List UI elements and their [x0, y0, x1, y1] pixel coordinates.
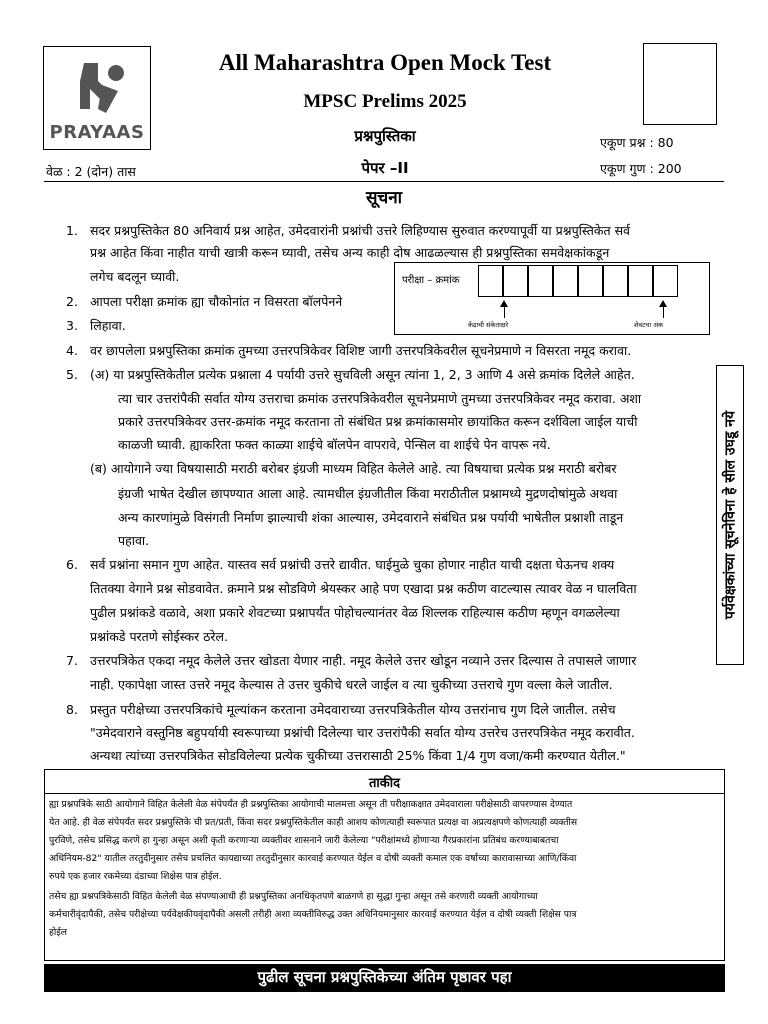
exam-number-cell[interactable]	[578, 265, 603, 297]
item-number: 8.	[66, 702, 78, 717]
item-number: 2.	[66, 294, 78, 309]
total-marks: एकूण गुण : 200	[600, 161, 682, 176]
warning-line: अधिनियम-82" यातील तरतुदीनुसार तसेच प्रचलित कायद्याच्या तरतुदीनुसार कारवाई करण्यात येईल व दोषी व्यक्ती कमाल एक वर्षाच्या कारावासाच्या आणि/किंवा	[49, 853, 577, 864]
warning-divider	[44, 793, 725, 794]
item-line: प्रस्तुत परीक्षेच्या उत्तरपत्रिकांचे मूल्यांकन करताना उमेदवाराच्या उत्तरपत्रिकेतील योग्य उत्तरांनाच गुण दिले जातील. तसेच	[90, 702, 616, 717]
paper-label: पेपर –II	[361, 159, 409, 177]
warning-line: कर्मचारीवृंदापैकी, तसेच परीक्षेच्या पर्यवेक्षकीयवृंदापैकी असली तरीही अशा व्यक्तीविरुद्ध उक्त अधिनियमानुसार कारवाई करण्यात येईल व दोषी व्यक्ती शिक्षेस पात्र	[49, 909, 577, 920]
arrow-line	[663, 306, 664, 318]
item-line: सर्व प्रश्नांना समान गुण आहेत. यास्तव सर्व प्रश्नांची उत्तरे द्यावीत. घाईमुळे चुका होणार नाहीत याची दक्षता घेऊनच शक्य	[90, 557, 615, 572]
item-line: नाही. एकापेक्षा जास्त उत्तरे नमूद केल्यास ते उत्तर चुकीचे धरले जाईल व त्या चुकीच्या उत्तराचे गुण वल्ला केले जातील.	[90, 677, 613, 692]
item-number: 5.	[66, 367, 78, 382]
logo-text: PRAYAAS	[49, 122, 145, 143]
exam-number-cell[interactable]	[603, 265, 628, 297]
photo-box	[643, 43, 717, 125]
logo	[43, 46, 151, 150]
item-number: 7.	[66, 653, 78, 668]
exam-number-cell[interactable]	[503, 265, 528, 297]
warning-line: ह्या प्रश्नपत्रिके साठी आयोगाने विहित केलेली वेळ संपेपर्यंत ही प्रश्नपुस्तिका आयोगाची मालमत्ता असून ती परीक्षाकक्षात उमेदवाराला परीक्षेसाठी वापरण्यास देण्यात	[49, 799, 573, 810]
item-line: काळजी घ्यावी. ह्याकरिता फक्त काळ्या शाईचे बॉलपेन वापरावे, पेन्सिल वा शाईचे पेन वापरू नये.	[118, 437, 551, 452]
item-line: आपला परीक्षा क्रमांक ह्या चौकोनांत न विसरता बॉलपेनने	[90, 294, 343, 309]
booklet-label: प्रश्नपुस्तिका	[354, 127, 416, 145]
center-code-caption: केंद्राची संकेताक्षरे	[468, 321, 509, 329]
exam-number-cell[interactable]	[478, 265, 503, 297]
exam-number-cell[interactable]	[528, 265, 553, 297]
warning-line: होईल	[49, 927, 67, 938]
prayaas-logo-icon	[44, 51, 150, 131]
exam-duration: वेळ : 2 (दोन) तास	[46, 164, 136, 179]
item-line: त्या चार उत्तरांपैकी सर्वात योग्य उत्तराचा क्रमांक उत्तरपत्रिकेवरील सूचनेप्रमाणे तुमच्या उत्तरपत्रिकेवर नमूद करावा. अशा	[118, 391, 642, 406]
page-subtitle: MPSC Prelims 2025	[303, 91, 467, 112]
warning-heading: ताकीद	[368, 776, 401, 791]
warning-line: येत आहे. ही वेळ संपेपर्यंत सदर प्रश्नपुस्तिके ची प्रत/प्रती, किंवा सदर प्रश्नपुस्तिकेतील काही आशय कोणत्याही स्वरूपात प्रत्यक्ष वा अप्रत्यक्षपणे कोणत्याही व्यक्तीस	[49, 817, 578, 828]
item-line: अन्य कारणांमुळे विसंगती निर्माण झाल्याची शंका आल्यास, उमेदवाराने संबंधित प्रश्न पर्यायी भाषेतील प्रश्नाशी ताडून	[118, 510, 624, 525]
item-line: लगेच बदलून घ्यावी.	[90, 269, 180, 284]
item-line: प्रश्नांकडे परतणे सोईस्कर ठरेल.	[90, 629, 228, 644]
item-number: 3.	[66, 318, 78, 333]
total-questions: एकूण प्रश्न : 80	[600, 135, 674, 150]
item-number: 4.	[66, 343, 78, 358]
header-divider	[44, 181, 724, 182]
item-number: 6.	[66, 557, 78, 572]
page-title: All Maharashtra Open Mock Test	[218, 50, 552, 75]
item-line: तितक्या वेगाने प्रश्न सोडवावेत. क्रमाने प्रश्न सोडविणे श्रेयस्कर आहे पण एखादा प्रश्न कठीण वाटल्यास त्यावर वेळ न घालविता	[90, 581, 637, 596]
item-line: "उमेदवाराने वस्तुनिष्ठ बहुपर्यायी स्वरूपाच्या प्रश्नांची दिलेल्या चार उत्तरांपैकी सर्वात योग्य उत्तरेच उत्तरपत्रिकेत नमूद करावीत.	[90, 725, 635, 740]
notice-heading: सूचना	[365, 188, 403, 208]
warning-line: रुपये एक हजार रकमेच्या दंडाच्या शिक्षेस पात्र होईल.	[49, 871, 222, 882]
warning-line: पुरविणे, तसेच प्रसिद्ध करणे हा गुन्हा असून अशी कृती करणाऱ्या व्यक्तीवर शासनाने जारी केलेल्या "परीक्षांमध्ये होणाऱ्या गैरप्रकारांना प्रतिबंध करण्याबाबतचा	[49, 835, 559, 846]
item-line: वर छापलेला प्रश्नपुस्तिका क्रमांक तुमच्या उत्तरपत्रिकेवर विशिष्ट जागी उत्तरपत्रिकेवरील सूचनेप्रमाणे न विसरता नमूद करावा.	[90, 343, 632, 358]
exam-number-cell[interactable]	[628, 265, 653, 297]
exam-number-cell[interactable]	[653, 265, 678, 297]
item-line: उत्तरपत्रिकेत एकदा नमूद केलेले उत्तर खोडता येणार नाही. नमूद केलेले उत्तर खोडून नव्याने उत्तर दिल्यास ते तपासले जाणार	[90, 653, 637, 668]
item-line: पहावा.	[118, 533, 150, 548]
footer-banner	[44, 964, 725, 992]
arrow-line	[504, 306, 505, 318]
warning-line: तसेच ह्या प्रश्नपत्रिकेसाठी विहित केलेली वेळ संपण्याआधी ही प्रश्नपुस्तिका अनधिकृतपणे बाळगणे हा सुद्धा गुन्हा असून तसे करणारी व्यक्ती आयोगाच्या	[49, 891, 538, 902]
footer-text: पुढील सूचना प्रश्नपुस्तिकेच्या अंतिम पृष्ठावर पहा	[257, 968, 512, 986]
item-line: पुढील प्रश्नांकडे वळावे, अशा प्रकारे शेवटच्या प्रश्नापर्यंत पोहोचल्यानंतर वेळ शिल्लक राहिल्यास कठीण म्हणून वगळलेल्या	[90, 605, 620, 620]
item-line: (अ) या प्रश्नपुस्तिकेतील प्रत्येक प्रश्नाला 4 पर्यायी उत्तरे सुचविली असून त्यांना 1, 2, 3 आणि 4 असे क्रमांक दिलेले आहेत.	[90, 367, 635, 382]
item-line: प्रश्न आहेत किंवा नाहीत याची खात्री करून घ्यावी, तसेच अन्य काही दोष आढळल्यास ही प्रश्नपुस्तिका समवेक्षकांकडून	[90, 245, 610, 260]
exam-number-cell[interactable]	[553, 265, 578, 297]
seal-note-box	[716, 365, 744, 665]
item-line: (ब) आयोगाने ज्या विषयासाठी मराठी बरोबर इंग्रजी माध्यम विहित केलेले आहे. त्या विषयाचा प्रत्येक प्रश्न मराठी बरोबर	[90, 461, 617, 476]
item-line: अन्यथा त्यांच्या उत्तरपत्रिकेत सोडविलेल्या प्रत्येक चुकीच्या उत्तरासाठी 25% किंवा 1/4 गुण वजा/कमी करण्यात येतील."	[90, 748, 626, 763]
item-line: प्रकारे उत्तरपत्रिकेवर उत्तर-क्रमांक नमूद करताना तो संबंधित प्रश्न क्रमांकासमोर छायांकित करून दर्शविला जाईल याची	[118, 414, 638, 429]
exam-number-label: परीक्षा – क्रमांक	[402, 275, 460, 286]
item-line: लिहावा.	[90, 318, 126, 333]
last-digit-caption: शेवटचा अंक	[634, 321, 664, 329]
item-number: 1.	[66, 223, 78, 238]
item-line: इंग्रजी भाषेत देखील छापण्यात आला आहे. त्यामधील इंग्रजीतील किंवा मराठीतील प्रश्नामध्ये मुद्रणदोषांमुळे अथवा	[118, 486, 618, 501]
seal-note-text: पर्यवेक्षकांच्या सूचनेविना हे सील उघडू नये	[722, 410, 739, 620]
item-line: सदर प्रश्नपुस्तिकेत 80 अनिवार्य प्रश्न आहेत, उमेदवारांनी प्रश्नांची उत्तरे लिहिण्यास सुरुवात करण्यापूर्वी या प्रश्नपुस्तिकेत सर्व	[90, 223, 631, 238]
